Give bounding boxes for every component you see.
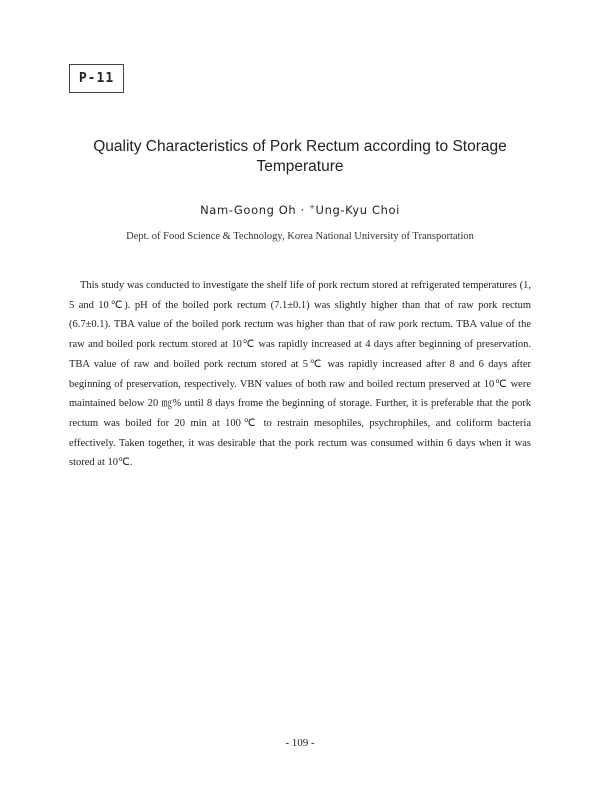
- abstract-text: This study was conducted to investigate the shelf life of pork rectum stored at refrigerated temperatures (1, 5 and 10℃). pH of the boiled pork rectum (7.1±0.1) was slightly higher than that of raw pork rectum (6.7±0.1). TBA value of the boiled pork rectum was higher than that of raw pork rectum. TBA value of the raw and boiled pork rectum stored at 10℃ was rapidly increased at 4 days after beginning of preservation. TBA value of raw and boiled pork rectum stored at 5℃ was rapidly increased after 8 and 6 days after beginning of preservation, respectively. VBN values of both raw and boiled rectum preserved at 10℃ were maintained below 20 ㎎% until 8 days frome the beginning of storage. Further, it is preferable that the pork rectum was boiled for 20 min at 100℃ to restrain mesophiles, psychrophiles, and coliform bacteria effectively. Taken together, it was desirable that the pork rectum was consumed within 6 days when it was stored at 10℃.: [69, 280, 531, 469]
- page-number: - 109 -: [285, 737, 315, 749]
- author-second: Ung-Kyu Choi: [315, 203, 400, 217]
- author-first: Nam-Goong Oh: [200, 203, 297, 217]
- author-separator: ·: [296, 203, 310, 217]
- poster-code: P-11: [78, 71, 115, 86]
- corresponding-author-marker: +: [309, 203, 316, 212]
- poster-code-box: [69, 64, 124, 93]
- author-affiliation: Dept. of Food Science & Technology, Korea National University of Transportation: [126, 231, 474, 242]
- author-line: [60, 203, 540, 217]
- paper-title: Quality Characteristics of Pork Rectum according to Storage Temperature: [93, 138, 507, 175]
